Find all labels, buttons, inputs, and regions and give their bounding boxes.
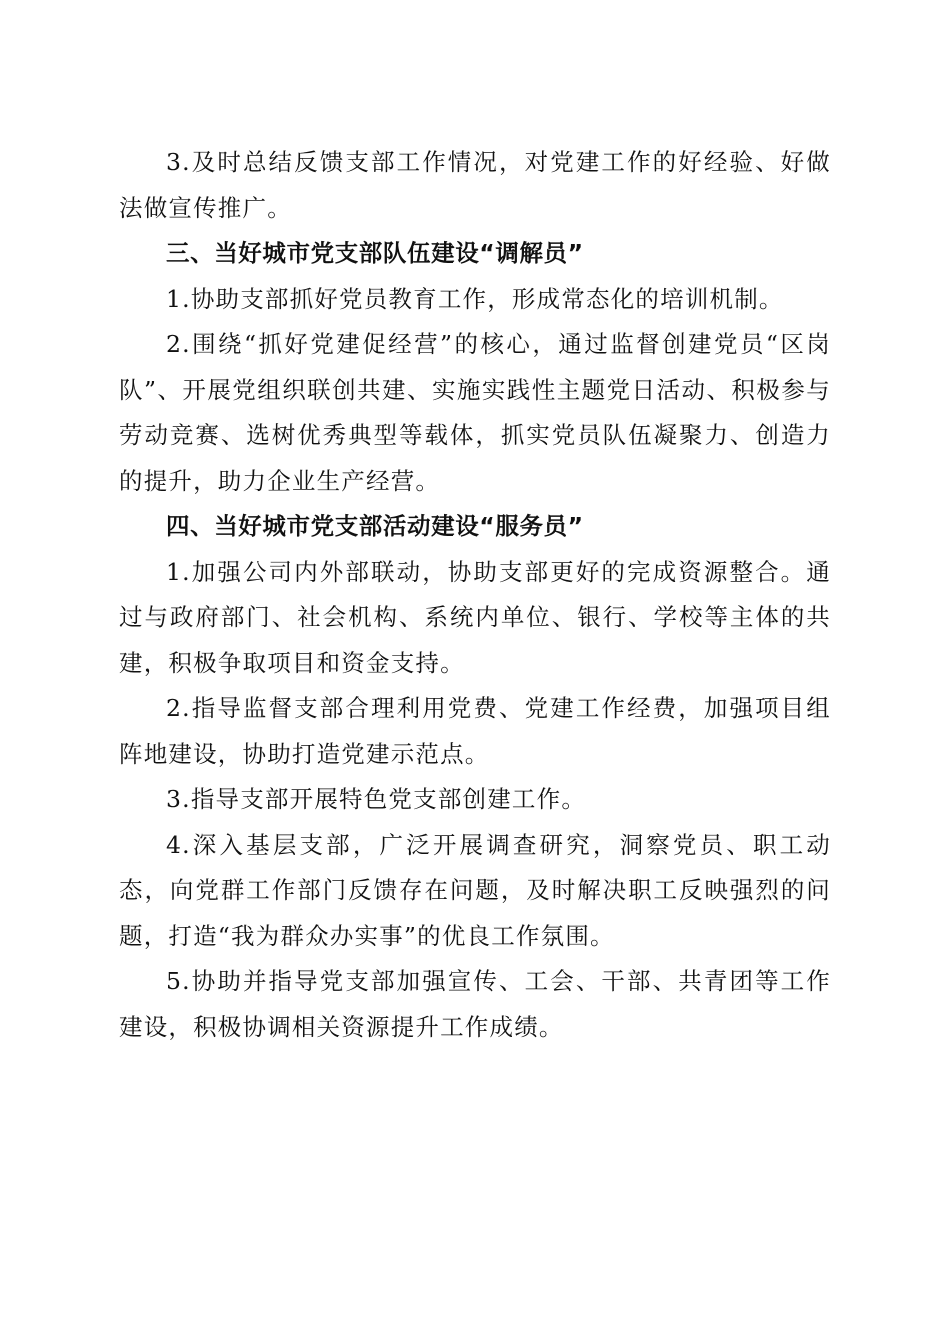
- paragraph-item-3-features: 3.指导支部开展特色党支部创建工作。: [166, 785, 587, 813]
- section-heading-4: 四、当好城市党支部活动建设“服务员”: [166, 512, 584, 540]
- paragraph-item-5-coordination: 5.协助并指导党支部加强宣传、工会、干部、共青团等工作建设，积极协调相关资源提升工作成绩。: [119, 967, 831, 1041]
- paragraph-item-2-core: 2.围绕“抓好党建促经营”的核心，通过监督创建党员“区岗队”、开展党组织联创共建、实施实践性主题党日活动、积极参与劳动竞赛、选树优秀典型等载体，抓实党员队伍凝聚力、创造力的提升，助力企业生产经营。: [119, 330, 831, 495]
- paragraph-item-3-summary: 3.及时总结反馈支部工作情况，对党建工作的好经验、好做法做宣传推广。: [119, 148, 831, 222]
- paragraph-item-4-research: 4.深入基层支部，广泛开展调查研究，洞察党员、职工动态，向党群工作部门反馈存在问题，及时解决职工反映强烈的问题，打造“我为群众办实事”的优良工作氛围。: [119, 830, 831, 950]
- paragraph-item-1-education: 1.协助支部抓好党员教育工作，形成常态化的培训机制。: [166, 284, 784, 313]
- paragraph-item-2-funds: 2.指导监督支部合理利用党费、党建工作经费，加强项目组阵地建设，协助打造党建示范点。: [119, 694, 831, 768]
- document-body: [119, 140, 831, 1050]
- section-heading-3: 三、当好城市党支部队伍建设“调解员”: [166, 239, 584, 267]
- paragraph-item-1-linkage: 1.加强公司内外部联动，协助支部更好的完成资源整合。通过与政府部门、社会机构、系统内单位、银行、学校等主体的共建，积极争取项目和资金支持。: [119, 557, 831, 677]
